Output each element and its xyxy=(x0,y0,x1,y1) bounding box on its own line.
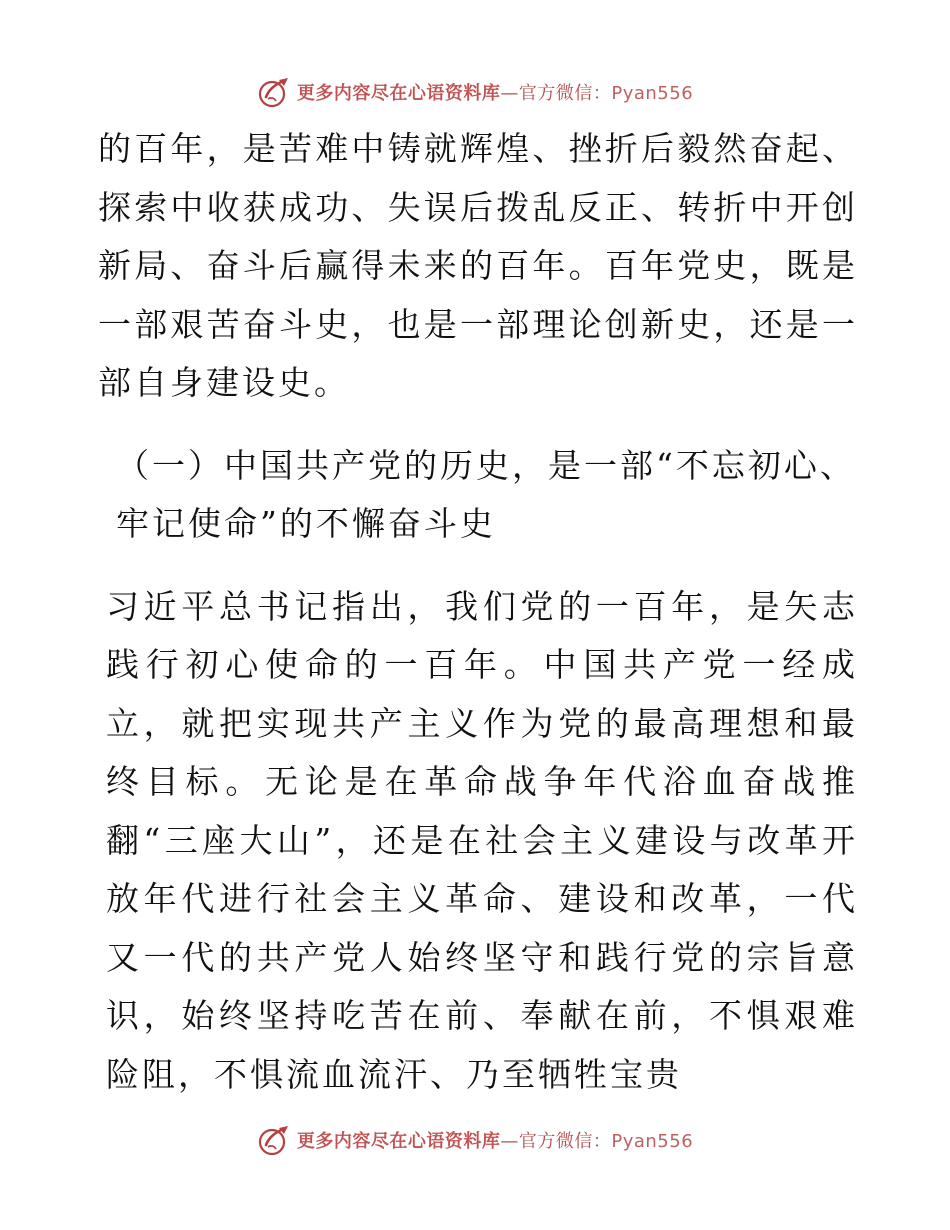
watermark-separator: — xyxy=(500,83,519,104)
paragraph-continuation: 的百年，是苦难中铸就辉煌、挫折后毅然奋起、探索中收获成功、失误后拨乱反正、转折中开创新局、奋斗后赢得未来的百年。百年党史，既是一部艰苦奋斗史，也是一部理论创新史，还是一部自身建设史。 xyxy=(98,129,858,402)
document-body xyxy=(98,120,858,1104)
header-watermark-banner xyxy=(0,72,950,112)
watermark-wechat-label: 官方微信： xyxy=(518,83,612,104)
watermark-site-name: 更多内容尽在心语资料库 xyxy=(296,83,501,104)
header-watermark-text xyxy=(297,79,693,105)
pen-logo-icon xyxy=(257,1123,291,1157)
watermark-wechat-id: Pyan556 xyxy=(611,1131,694,1152)
footer-watermark-text xyxy=(297,1127,693,1153)
paragraph-body: 习近平总书记指出，我们党的一百年，是矢志践行初心使命的一百年。中国共产党一经成立，就把实现共产主义作为党的最高理想和最终目标。无论是在革命战争年代浴血奋战推翻“三座大山”，还是在社会主义建设与改革开放年代进行社会主义革命、建设和改革，一代又一代的共产党人始终坚守和践行党的宗旨意识，始终坚持吃苦在前、奉献在前，不惧艰难险阻，不惧流血流汗、乃至牺牲宝贵 xyxy=(106,586,858,1094)
section-heading: （一）中国共产党的历史，是一部“不忘初心、牢记使命”的不懈奋斗史 xyxy=(116,445,856,543)
watermark-wechat-id: Pyan556 xyxy=(611,83,694,104)
watermark-site-name: 更多内容尽在心语资料库 xyxy=(296,1131,501,1152)
watermark-separator: — xyxy=(500,1131,519,1152)
footer-watermark-banner xyxy=(0,1120,950,1160)
pen-logo-icon xyxy=(257,75,291,109)
watermark-wechat-label: 官方微信： xyxy=(518,1131,612,1152)
